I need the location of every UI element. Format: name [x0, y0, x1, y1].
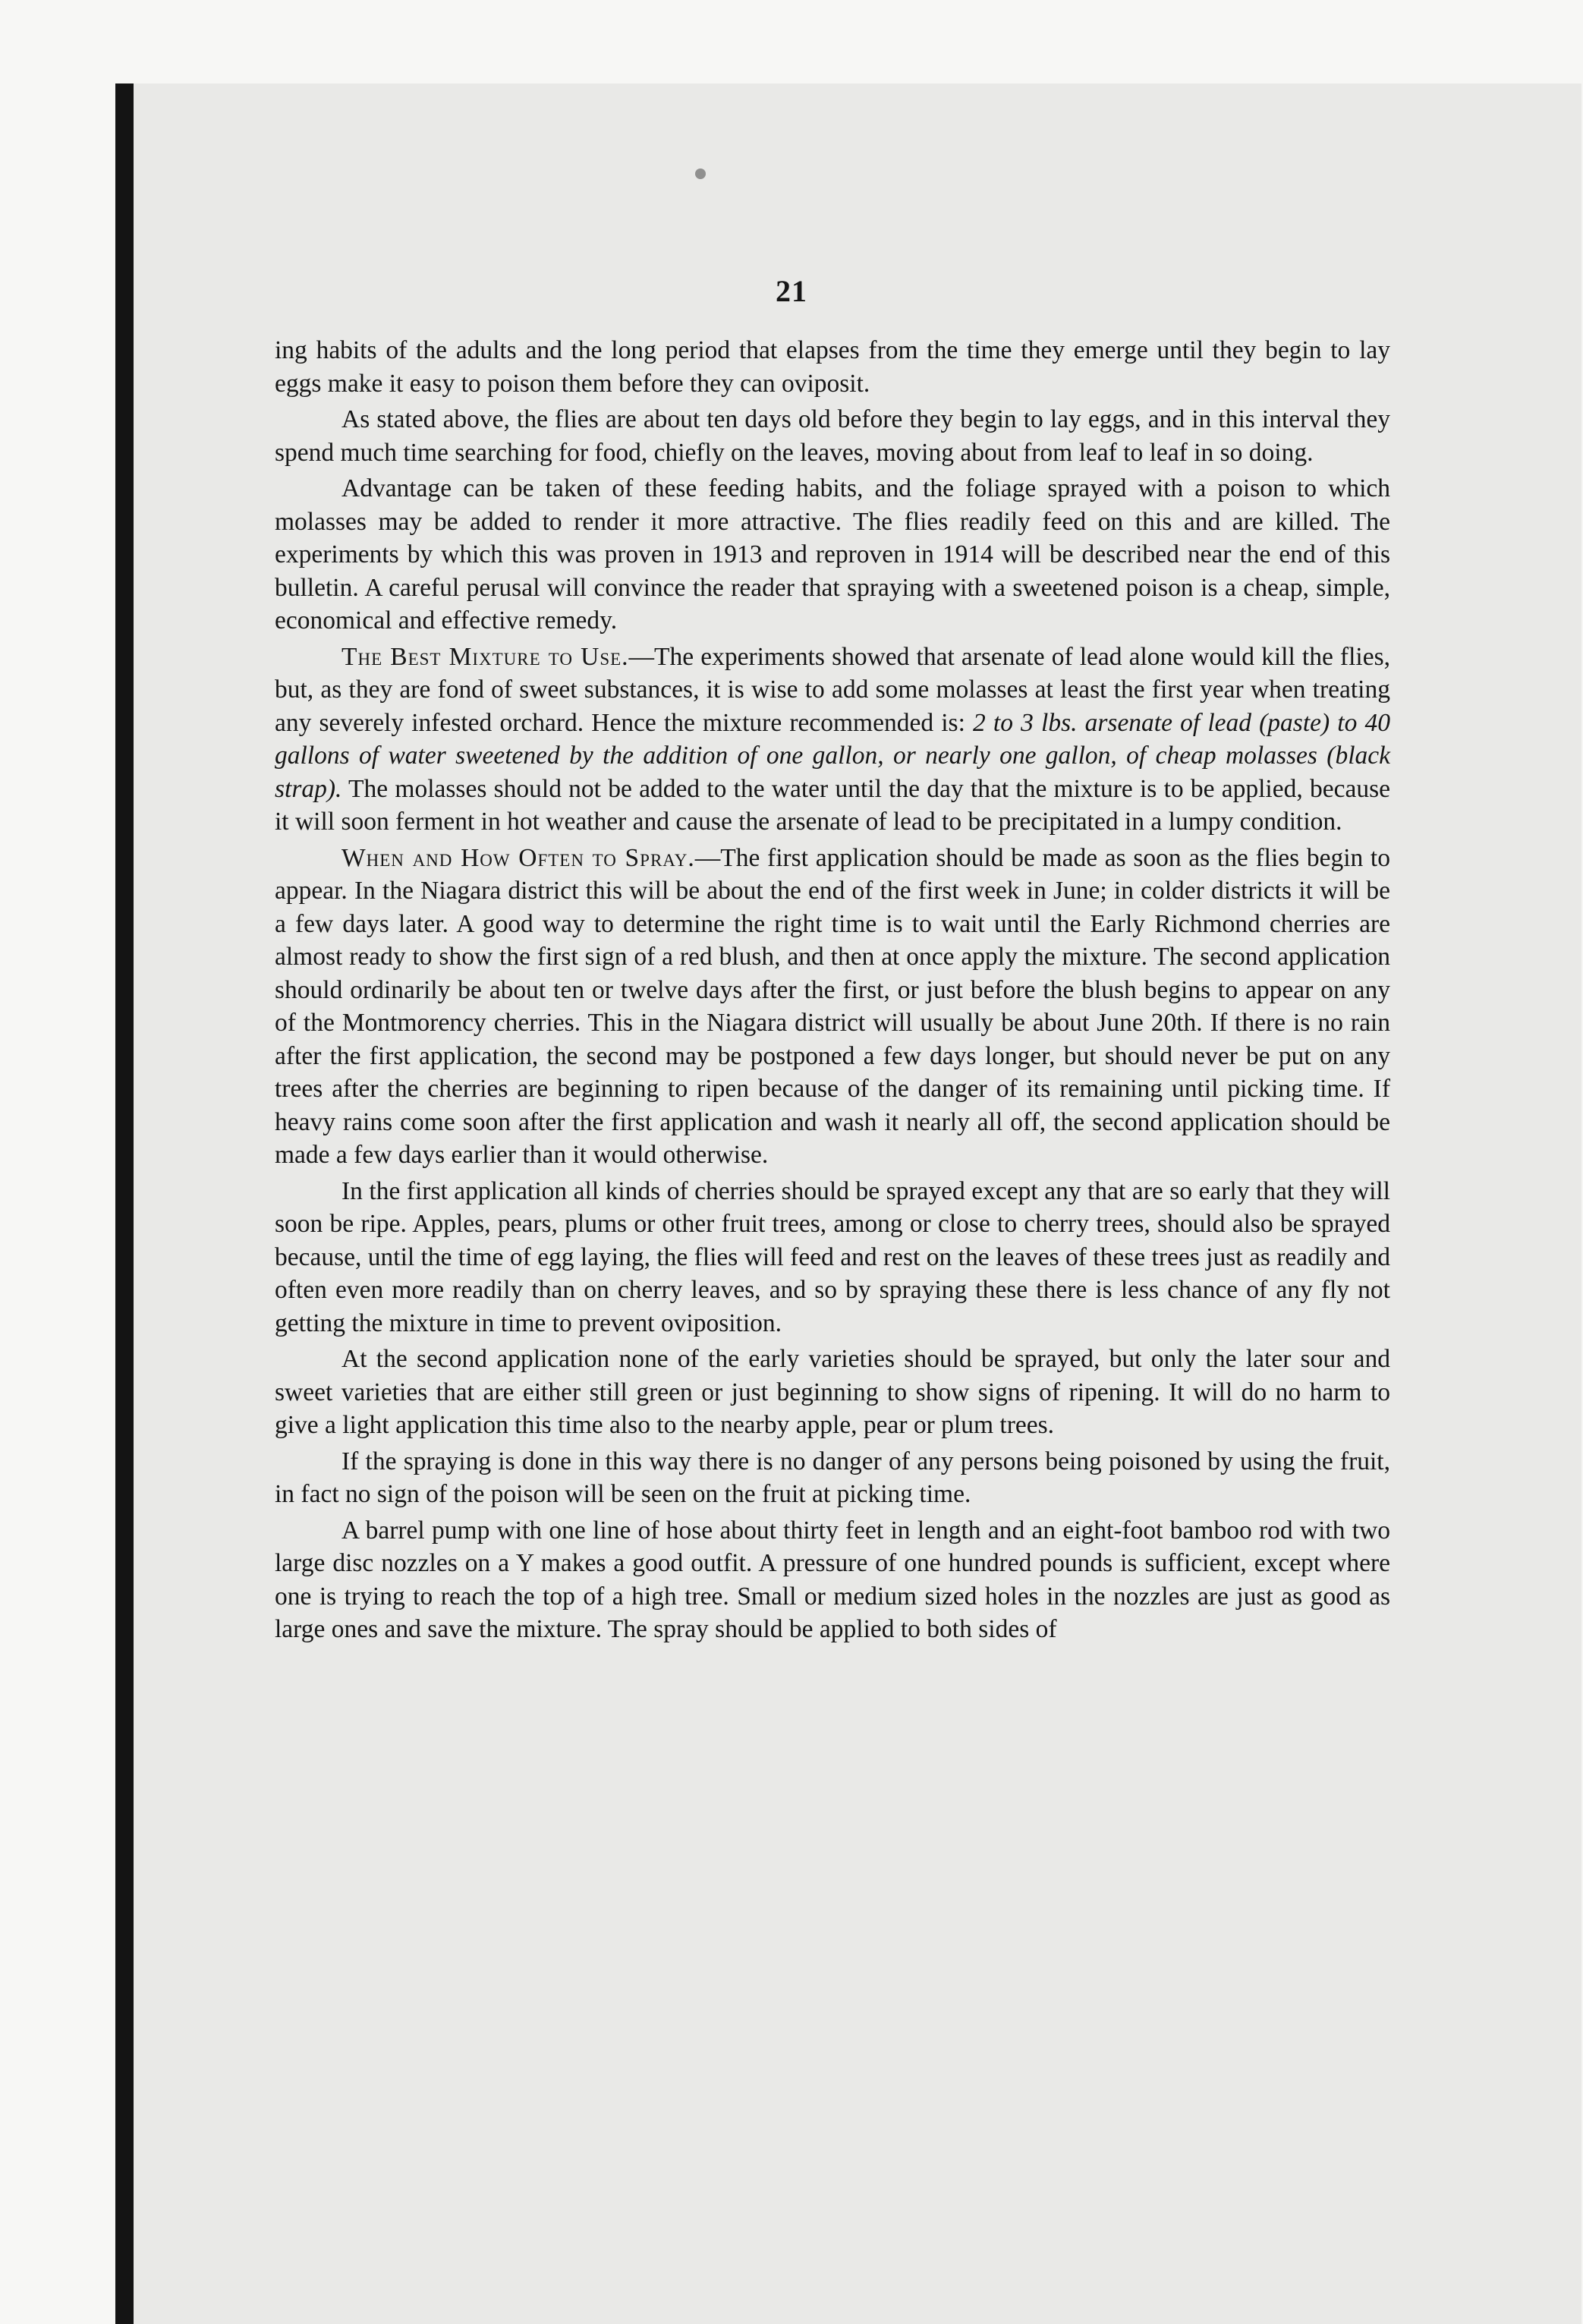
best-mixture-text-b: The molasses should not be added to the water until the day that the mixture is to be applied, because it will soon ferment in hot weather and cause the arsenate of lead to be precipitated in a lumpy condition. — [275, 774, 1390, 836]
section-heading-when-to-spray: When and How Often to Spray. — [341, 843, 695, 872]
paragraph-second-application: At the second application none of the early varieties should be sprayed, but only the later sour and sweet varieties that are either still green or just beginning to show signs of ripening. It will do no harm to give a light application this time also to the nearby apple, pear or plum trees. — [275, 1345, 1390, 1439]
paragraph-best-mixture — [275, 641, 1390, 839]
paper-speck — [695, 168, 706, 179]
paragraph-when-to-spray — [275, 842, 1390, 1172]
section-heading-best-mixture: The Best Mixture to Use. — [341, 642, 629, 671]
page-number: 21 — [776, 274, 807, 308]
paragraph-first-application: In the first application all kinds of cherries should be sprayed except any that are so early that they will soon be ripe. Apples, pears, plums or other fruit trees, among or close to cherry trees, should also be sprayed because, until the time of egg laying, the flies will feed and rest on the leaves of these trees just as readily and often even more readily than on cherry leaves, and so by spraying these there is less chance of any fly not getting the mixture in time to prevent oviposition. — [275, 1176, 1390, 1337]
paragraph-continuation: ing habits of the adults and the long period that elapses from the time they emerge until they begin to lay eggs make it easy to poison them before they can oviposit. — [275, 336, 1390, 398]
paragraph-flies-age: As stated above, the flies are about ten days old before they begin to lay eggs, and in this interval they spend much time searching for food, chiefly on the leaves, moving about from leaf to leaf in so doing. — [275, 405, 1390, 467]
body-text — [275, 334, 1390, 1649]
best-mixture-text-a: —The experiments showed that arsenate of lead alone would kill the flies, but, as they are fond of sweet substances, it is wise to add some molasses at least the first year when treating any severely infested orchard. Hence the mixture recommended is: — [275, 642, 1390, 737]
best-mixture-formula: 2 to 3 lbs. arsenate of lead (paste) to 40 gallons of water sweetened by the addition of one gallon, or nearly one gallon, of cheap molasses (black strap). — [275, 708, 1391, 803]
paragraph-feeding-habits: Advantage can be taken of these feeding habits, and the foliage sprayed with a poison to which molasses may be added to render it more attractive. The flies readily feed on this and are killed. The experiments by which this was proven in 1913 and reproven in 1914 will be described near the end of this bulletin. A careful perusal will convince the reader that spraying with a sweetened poison is a cheap, simple, economical and effective remedy. — [275, 474, 1390, 635]
when-to-spray-text: —The first application should be made as soon as the flies begin to appear. In the Niagara district this will be about the end of the first week in June; in colder districts it will be a few days later. A good way to determine the right time is to wait until the Early Richmond cherries are almost ready to show the first sign of a red blush, and then at once apply the mixture. The second application should ordinarily be about ten or twelve days after the first, or just before the blush begins to appear on any of the Montmorency cherries. This in the Niagara district will usually be about June 20th. If there is no rain after the first application, the second may be postponed a few days longer, but should never be put on any trees after the cherries are beginning to ripen because of the danger of its remaining until picking time. If heavy rains come soon after the first application and wash it nearly all off, the second application should be made a few days earlier than it would otherwise. — [275, 843, 1390, 1169]
paragraph-equipment: A barrel pump with one line of hose about thirty feet in length and an eight-foot bamboo rod with two large disc nozzles on a Y makes a good outfit. A pressure of one hundred pounds is sufficient, except where one is trying to reach the top of a high tree. Small or medium sized holes in the nozzles are just as good as large ones and save the mixture. The spray should be applied to both sides of — [275, 1516, 1390, 1643]
paragraph-no-danger: If the spraying is done in this way there is no danger of any persons being poisoned by using the fruit, in fact no sign of the poison will be seen on the fruit at picking time. — [275, 1447, 1390, 1508]
